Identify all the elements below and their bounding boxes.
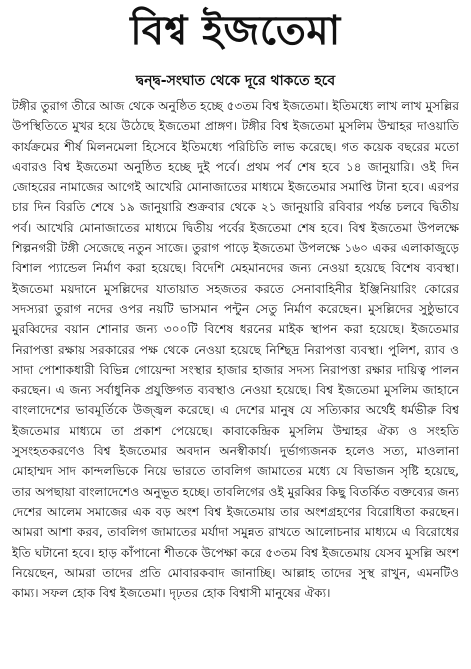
subheadline: দ্বন্দ্ব-সংঘাত থেকে দূরে থাকতে হবে [135,73,336,89]
headline: বিশ্ব ইজতেমা [130,8,341,54]
article-body: টঙ্গীর তুরাগ তীরে আজ থেকে অনুষ্ঠিত হচ্ছে ৫৩তম বিশ্ব ইজতেমা। ইতিমধ্যে লাখ লাখ মুসল্লির উপস্থিতিতে মুখর হয়ে উঠেছে ইজতেমা প্রাঙ্গণ। টঙ্গীর বিশ্ব ইজতেমা মুসলিম উম্মাহর দাওয়াতি কার্যক্রমের শীর্ষ মিলনমেলা হিসেবে ইতিমধ্যে পরিচিতি লাভ করেছে। গত কয়েক বছরের মতো এবারও বিশ্ব ইজতেমা অনুষ্ঠিত হচ্ছে দুই পর্বে। প্রথম পর্ব শেষ হবে ১৪ জানুয়ারি। ওই দিন জোহরের নামাজের আগেই আখেরি মোনাজাতের মাধ্যমে ইজতেমার সমাপ্তি টানা হবে। এরপর চার দিন বিরতি শেষে ১৯ জানুয়ারি শুক্রবার থেকে ২১ জানুয়ারি রবিবার পর্যন্ত চলবে দ্বিতীয় পর্ব। আখেরি মোনাজাতের মাধ্যমে দ্বিতীয় পর্বের ইজতেমা শেষ হবে। বিশ্ব ইজতেমা উপলক্ষে শিল্পনগরী টঙ্গী সেজেছে নতুন সাজে। তুরাগ পাড়ে ইজতেমা উপলক্ষে ১৬০ একর এলাকাজুড়ে বিশাল প্যান্ডেল নির্মাণ করা হয়েছে। বিদেশি মেহমানদের জন্য নেওয়া হয়েছে বিশেষ ব্যবস্থা। ইজতেমা ময়দানে মুসল্লিদের যাতায়াত সহজতর করতে সেনাবাহিনীর ইঞ্জিনিয়ারিং কোরের সদস্যরা তুরাগ নদের ওপর নয়টি ভাসমান পন্টুন সেতু নির্মাণ করেছেন। মুসল্লিদের সুষ্ঠুভাবে মুরব্বিদের বয়ান শোনার জন্য ৩০০টি বিশেষ ধরনের মাইক স্থাপন করা হয়েছে। ইজতেমার নিরাপত্তা রক্ষায় সরকারের পক্ষ থেকে নেওয়া হয়েছে নিশ্ছিদ্র নিরাপত্তা ব্যবস্থা। পুলিশ, র‍্যাব ও সাদা পোশাকধারী বিভিন্ন গোয়েন্দা সংস্থার হাজার হাজার সদস্য নিরাপত্তা রক্ষার দায়িত্ব পালন করছেন। এ জন্য সর্বাধুনিক প্রযুক্তিগত ব্যবস্থাও নেওয়া হয়েছে। বিশ্ব ইজতেমা মুসলিম জাহানে বাংলাদেশের ভাবমূর্তিকে উজ্জ্বল করেছে। এ দেশের মানুষ যে সত্যিকার অর্থেই ধর্মভীরু বিশ্ব ইজতেমার মাধ্যমে তা প্রকাশ পেয়েছে। কাবাকেন্দ্রিক মুসলিম উম্মাহর ঐক্য ও সংহতি সুসংহতকরণেও বিশ্ব ইজতেমার অবদান অনস্বীকার্য। দুর্ভাগ্যজনক হলেও সত্য, মাওলানা মোহাম্মদ সাদ কান্দলভিকে নিয়ে ভারতে তাবলিগ জামাতের মধ্যে যে বিভাজন সৃষ্টি হয়েছে, তার অপছায়া বাংলাদেশেও অনুভূত হচ্ছে। তাবলিগের ওই মুরব্বির কিছু বিতর্কিত বক্তব্যের জন্য দেশের আলেম সমাজের এক বড় অংশ বিশ্ব ইজতেমায় তার অংশগ্রহণের বিরোধিতা করছেন। আমরা আশা করব, তাবলিগ জামাতের মর্যাদা সমুন্নত রাখতে আলোচনার মাধ্যমে এ বিরোধের ইতি ঘটানো হবে। হাড় কাঁপানো শীতকে উপেক্ষা করে ৫৩তম বিশ্ব ইজতেমায় যেসব মুসল্লি অংশ নিয়েছেন, আমরা তাদের প্রতি মোবারকবাদ জানাচ্ছি। আল্লাহ তাদের সুস্থ রাখুন, এমনটিও কাম্য। সফল হোক বিশ্ব ইজতেমা। দৃঢ়তর হোক বিশ্বাসী মানুষের ঐক্য। [12,99,459,601]
